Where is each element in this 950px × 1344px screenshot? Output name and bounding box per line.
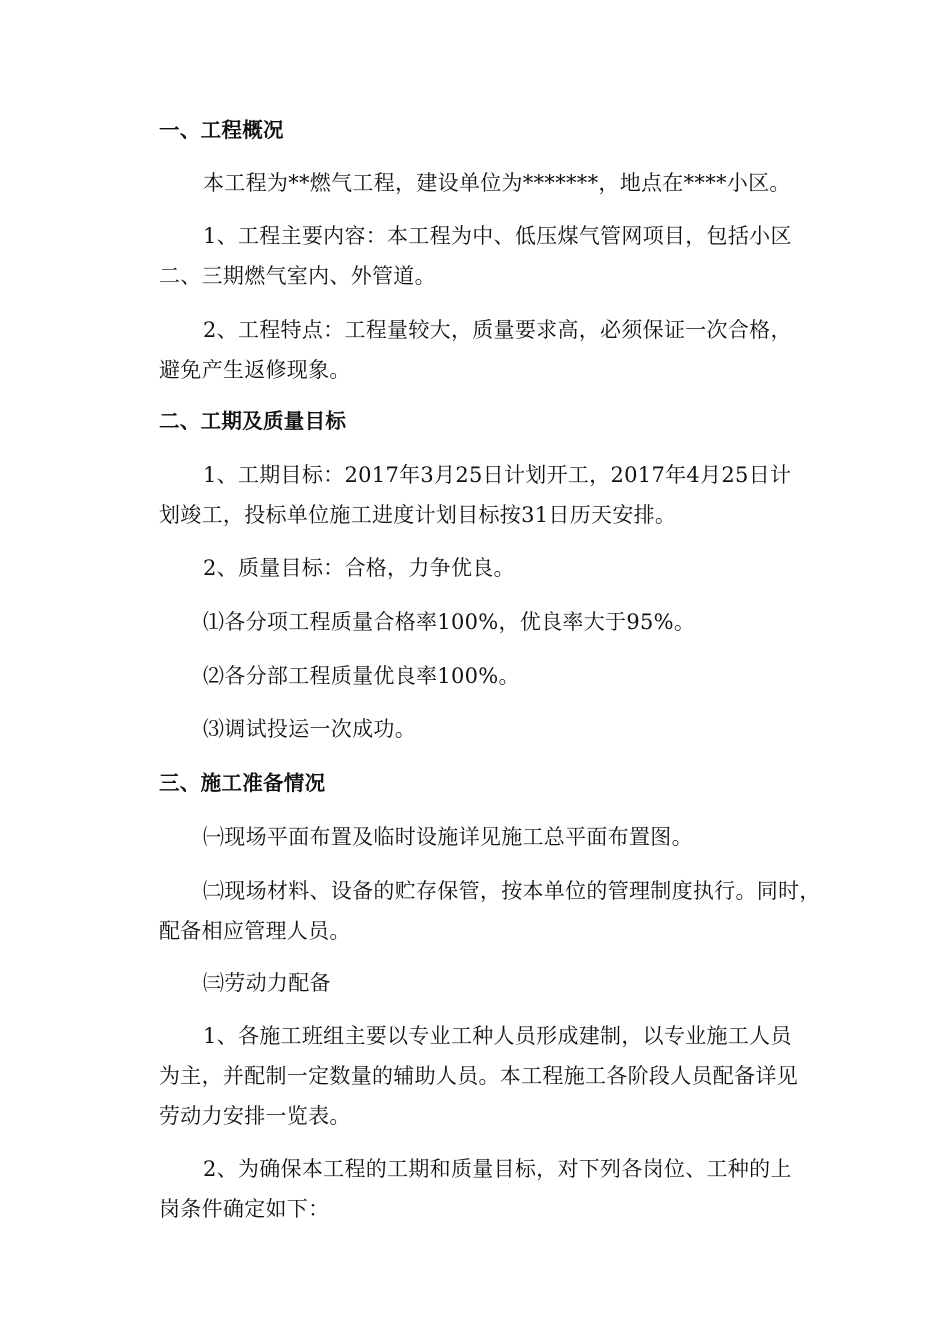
paragraph-line: 1、工程主要内容：本工程为中、低压煤气管网项目，包括小区 xyxy=(203,224,792,248)
paragraph-line: ㈠现场平面布置及临时设施详见施工总平面布置图。 xyxy=(203,825,693,849)
section-2-paragraph-5 xyxy=(159,709,839,749)
paragraph-line: ⑴各分项工程质量合格率100%，优良率大于95%。 xyxy=(203,610,696,634)
section-2-heading xyxy=(159,401,839,441)
section-2-paragraph-1 xyxy=(159,455,839,535)
heading-text: 二、工期及质量目标 xyxy=(159,409,347,433)
section-3-paragraph-1 xyxy=(159,817,839,857)
section-1-heading xyxy=(159,110,839,150)
section-3-paragraph-4 xyxy=(159,1016,839,1136)
paragraph-line: 岗条件确定如下： xyxy=(159,1197,330,1221)
paragraph-line: 配备相应管理人员。 xyxy=(159,919,351,943)
paragraph-line: 1、工期目标：2017年3月25日计划开工，2017年4月25日计 xyxy=(203,463,792,487)
paragraph-line: 避免产生返修现象。 xyxy=(159,358,351,382)
paragraph-line: 本工程为**燃气工程，建设单位为*******，地点在****小区。 xyxy=(203,171,791,195)
section-2-paragraph-2 xyxy=(159,548,839,588)
section-3-paragraph-3 xyxy=(159,963,839,1003)
section-2-paragraph-3 xyxy=(159,602,839,642)
paragraph-line: ㈡现场材料、设备的贮存保管，按本单位的管理制度执行。同时， xyxy=(203,879,821,903)
paragraph-line: ⑵各分部工程质量优良率100%。 xyxy=(203,664,520,688)
paragraph-line: 1、各施工班组主要以专业工种人员形成建制，以专业施工人员 xyxy=(203,1024,792,1048)
section-1-paragraph-2 xyxy=(159,216,839,296)
heading-text: 三、施工准备情况 xyxy=(159,771,326,795)
paragraph-line: 2、工程特点：工程量较大，质量要求高，必须保证一次合格， xyxy=(203,318,792,342)
paragraph-line: 劳动力安排一览表。 xyxy=(159,1104,351,1128)
heading-text: 一、工程概况 xyxy=(159,118,284,142)
section-3-paragraph-2 xyxy=(159,871,839,951)
paragraph-line: 划竣工，投标单位施工进度计划目标按31日历天安排。 xyxy=(159,503,677,527)
section-2-paragraph-4 xyxy=(159,656,839,696)
section-1-paragraph-3 xyxy=(159,310,839,390)
section-3-paragraph-5 xyxy=(159,1149,839,1229)
paragraph-line: 二、三期燃气室内、外管道。 xyxy=(159,264,436,288)
paragraph-line: ㈢劳动力配备 xyxy=(203,971,331,995)
paragraph-line: ⑶调试投运一次成功。 xyxy=(203,717,416,741)
section-3-heading xyxy=(159,763,839,803)
paragraph-line: 2、质量目标：合格，力争优良。 xyxy=(203,556,515,580)
paragraph-line: 2、为确保本工程的工期和质量目标，对下列各岗位、工种的上 xyxy=(203,1157,792,1181)
paragraph-line: 为主，并配制一定数量的辅助人员。本工程施工各阶段人员配备详见 xyxy=(159,1064,798,1088)
section-1-paragraph-1 xyxy=(159,163,839,203)
